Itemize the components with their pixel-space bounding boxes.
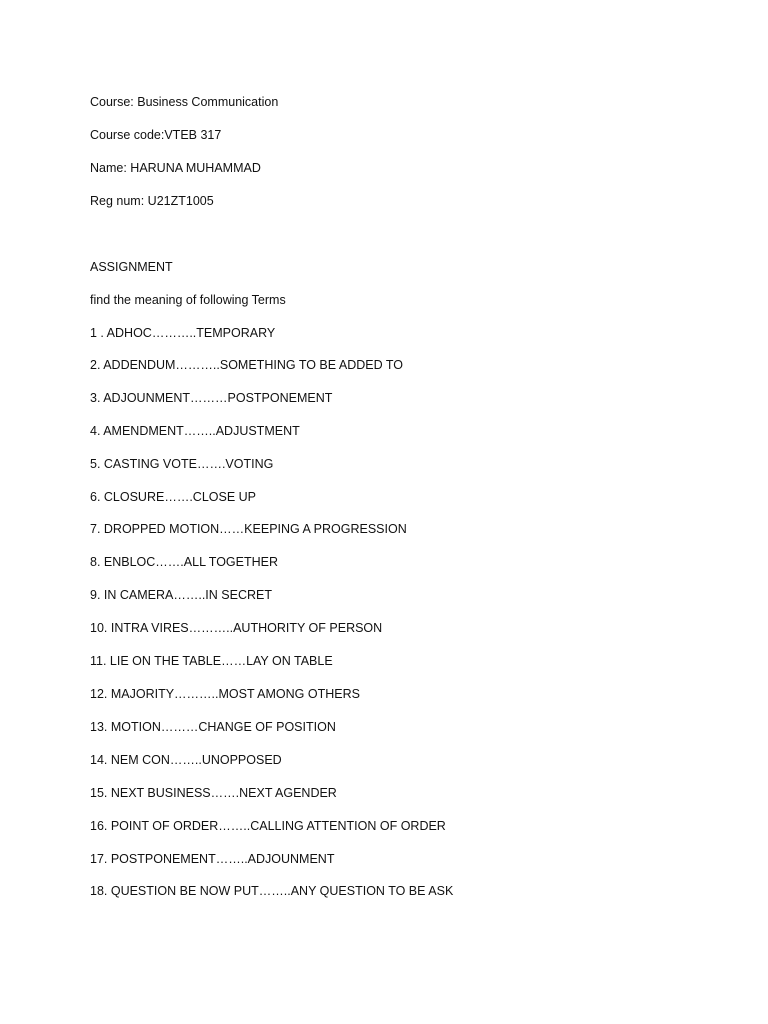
list-item: 4. AMENDMENT……..ADJUSTMENT [90,424,300,438]
list-item: 12. MAJORITY………..MOST AMONG OTHERS [90,687,360,701]
list-item: 15. NEXT BUSINESS…….NEXT AGENDER [90,786,337,800]
list-item: 2. ADDENDUM………..SOMETHING TO BE ADDED TO [90,358,404,372]
list-item: 11. LIE ON THE TABLE……LAY ON TABLE [90,654,333,668]
list-item: 10. INTRA VIRES………..AUTHORITY OF PERSON [90,621,383,635]
reg-num-line: Reg num: U21ZT1005 [90,194,214,208]
list-item: 18. QUESTION BE NOW PUT……..ANY QUESTION TO BE ASK [90,884,454,898]
assignment-title: ASSIGNMENT [90,260,173,274]
student-name-line: Name: HARUNA MUHAMMAD [90,161,261,175]
list-item: 3. ADJOUNMENT………POSTPONEMENT [90,391,333,405]
list-item: 9. IN CAMERA……..IN SECRET [90,588,272,602]
assignment-instruction: find the meaning of following Terms [90,293,286,307]
list-item: 13. MOTION………CHANGE OF POSITION [90,720,336,734]
list-item: 6. CLOSURE…….CLOSE UP [90,490,257,504]
list-item: 17. POSTPONEMENT……..ADJOUNMENT [90,852,335,866]
list-item: 14. NEM CON……..UNOPPOSED [90,753,282,767]
list-item: 5. CASTING VOTE…….VOTING [90,457,274,471]
list-item: 16. POINT OF ORDER……..CALLING ATTENTION OF ORDER [90,819,446,833]
course-code-line: Course code:VTEB 317 [90,128,222,142]
list-item: 7. DROPPED MOTION……KEEPING A PROGRESSION [90,522,407,536]
course-line: Course: Business Communication [90,95,279,109]
list-item: 8. ENBLOC…….ALL TOGETHER [90,555,279,569]
list-item: 1 . ADHOC………..TEMPORARY [90,326,276,340]
document-page [90,0,728,1024]
